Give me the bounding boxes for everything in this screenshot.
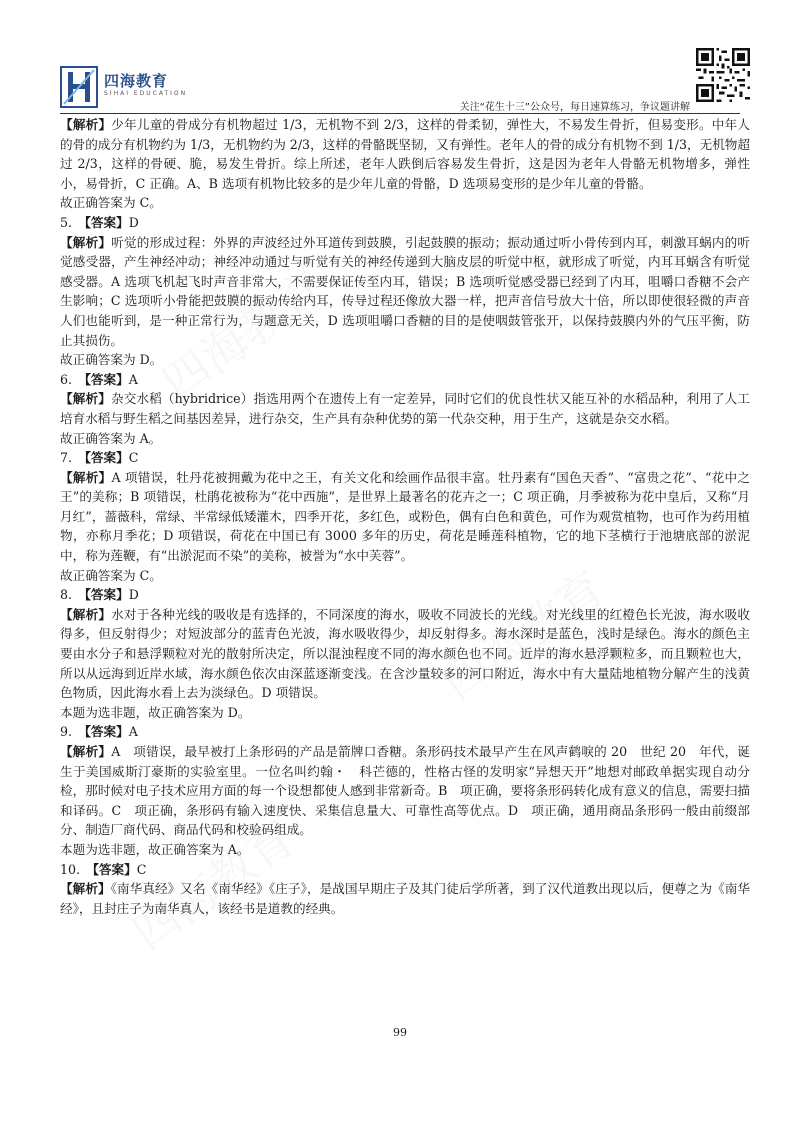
answer-line [60,448,750,468]
header-slogan: 关注“花生十三”公众号，每日速算练习，争议题讲解 [459,102,690,113]
explanation-paragraph [60,115,750,193]
explanation-label: 【解析】 [60,469,112,485]
logo-text: 四海教育 [104,72,169,90]
conclusion-line: 本题为选非题，故正确答案为 D。 [60,704,251,720]
question-number: 5. [60,214,73,230]
explanation-label: 【解析】 [60,881,111,897]
header-divider [60,113,740,114]
conclusion-line: 故正确答案为 A。 [60,430,162,446]
explanation-paragraph [60,742,750,840]
answer-line [60,585,750,605]
conclusion-line: 故正确答案为 D。 [60,352,163,368]
explanation-text: 少年儿童的骨成分有机物超过 1/3，无机物不到 2/3，这样的骨柔韧，弹性大，不易发生骨折，但易变形。中年人的骨的成分有机物约为 1/3，无机物约为 2/3，这样的骨骼既坚韧，又有弹性。老年人的骨的成分有机物不到 1/3，无机物超过 2/3，这样的骨硬、脆，易发生骨折。综上所述，老年人跌倒后容易发生骨折，这是因为老年人骨骼无机物增多，弹性小，易骨折，C 正确。A、B 选项有机物比较多的是少年儿童的骨骼，D 选项易变形的是少年儿童的骨骼。 [60,117,750,191]
explanation-text: A 项错误，牡丹花被拥戴为花中之王，有关文化和绘画作品很丰富。牡丹素有“国色天香”、“富贵之花”、“花中之王”的美称；B 项错误，杜鹃花被称为“花中西施”，是世界上最著名的花卉之一；C 项正确，月季被称为花中皇后，又称“月月红”，蔷薇科，常绿、半常绿低矮灌木，四季开花，多红色，或粉色，偶有白色和黄色，可作为观赏植物，也可作为药用植物，亦称月季花；D 项错误，荷花在中国已有 3000 多年的历史，荷花是睡莲科植物，它的地下茎横行于池塘底部的淤泥中，称为莲鞭，有“出淤泥而不染”的美称，被誉为“水中芙蓉”。 [60,469,750,564]
logo-subtitle: SIHAI EDUCATION [104,90,188,97]
conclusion-line: 本题为选非题，故正确答案为 A。 [60,841,250,857]
explanation-text: 听觉的形成过程：外界的声波经过外耳道传到鼓膜，引起鼓膜的振动；振动通过听小骨传到内耳，刺激耳蜗内的听觉感受器，产生神经冲动；神经冲动通过与听觉有关的神经传递到大脑皮层的听觉中枢，就形成了听觉，内耳耳蜗含有听觉感受器。A 选项飞机起飞时声音非常大，不需要保证传至内耳，错误；B 选项听觉感受器已经到了内耳，咀嚼口香糖不会产生影响；C 选项听小骨能把鼓膜的振动传给内耳，传导过程还像放大器一样，把声音信号放大十倍，所以即使很轻微的声音人们也能听到，是一种正常行为，与题意无关，D 选项咀嚼口香糖的目的是使咽鼓管张开，以保持鼓膜内外的气压平衡，防止其损伤。 [60,234,750,348]
explanation-label: 【解析】 [60,744,112,759]
explanation-paragraph [60,233,750,351]
answer-label: 【答案】 [84,587,129,603]
answer-explanations [60,115,750,918]
explanation-label: 【解析】 [60,606,112,622]
question-number: 7. [60,450,73,466]
conclusion-line: 故正确答案为 C。 [60,567,162,583]
answer-label: 【答案】 [84,214,129,230]
logo-mark-icon [60,66,98,108]
answer-label: 【答案】 [84,724,129,740]
question-number: 9. [60,724,73,740]
answer-line [60,213,750,233]
answer-label: 【答案】 [84,450,129,466]
question-number: 8. [60,587,73,603]
answer-value: C [136,861,147,877]
answer-label: 【答案】 [92,861,137,877]
page-header [60,48,750,112]
explanation-paragraph [60,389,750,428]
answer-value: D [128,214,139,230]
answer-value: A [128,724,138,740]
question-number: 10. [60,861,81,877]
explanation-paragraph [60,605,750,703]
explanation-text: 杂交水稻（hybridrice）指选用两个在遗传上有一定差异，同时它们的优良性状又能互补的水稻品种，利用了人工培育水稻与野生稻之间基因差异，进行杂交，生产具有杂种优势的第一代杂交种，用于生产，这就是杂交水稻。 [60,391,751,426]
explanation-label: 【解析】 [60,117,112,132]
answer-value: D [128,587,139,603]
answer-label: 【答案】 [84,371,129,387]
explanation-text: 《南华真经》又名《南华经》《庄子》，是战国早期庄子及其门徒后学所著，到了汉代道教出现以后，便尊之为《南华经》，且封庄子为南华真人，该经书是道教的经典。 [60,881,750,916]
answer-line [60,370,750,390]
explanation-paragraph [60,468,750,566]
answer-line [60,860,750,880]
explanation-paragraph [60,879,750,918]
qr-code-icon [696,48,750,102]
answer-line [60,722,750,742]
conclusion-line: 故正确答案为 C。 [60,195,162,211]
explanation-label: 【解析】 [60,391,111,407]
explanation-text: A 项错误，最早被打上条形码的产品是箭牌口香糖。条形码技术最早产生在风声鹤唳的 20 世纪 20 年代，诞生于美国威斯汀豪斯的实验室里。一位名叫约翰・ 科芒德的，性格古怪的发明家“异想天开”地想对邮政单据实现自动分检，那时候对电子技术应用方面的每一个设想都使人感到非常新奇。B 项正确，要将条形码转化成有意义的信息，需要扫描和译码。C 项正确，条形码有输入速度快、采集信息量大、可靠性高等优点。D 项正确，通用商品条形码一般由前缀部分、制造厂商代码、商品代码和校验码组成。 [60,744,750,838]
explanation-label: 【解析】 [60,234,112,250]
answer-value: A [128,371,138,387]
page-number: 99 [393,1026,407,1039]
explanation-text: 水对于各种光线的吸收是有选择的，不同深度的海水，吸收不同波长的光线。对光线里的红橙色长光波，海水吸收得多，但反射得少；对短波部分的蓝青色光波，海水吸收得少，却反射得多。海水深时是蓝色，浅时是绿色。海水的颜色主要由水分子和悬浮颗粒对光的散射所决定，所以混浊程度不同的海水颜色也不同。近岸的海水悬浮颗粒多，而且颗粒也大，所以从远海到近岸水域，海水颜色依次由深蓝逐渐变浅。在含沙量较多的河口附近，海水中有大量陆地植物分解产生的浅黄色物质，因此海水看上去为淡绿色。D 项错误。 [60,606,750,701]
question-number: 6. [60,371,73,387]
logo [60,66,190,110]
answer-value: C [128,450,139,466]
